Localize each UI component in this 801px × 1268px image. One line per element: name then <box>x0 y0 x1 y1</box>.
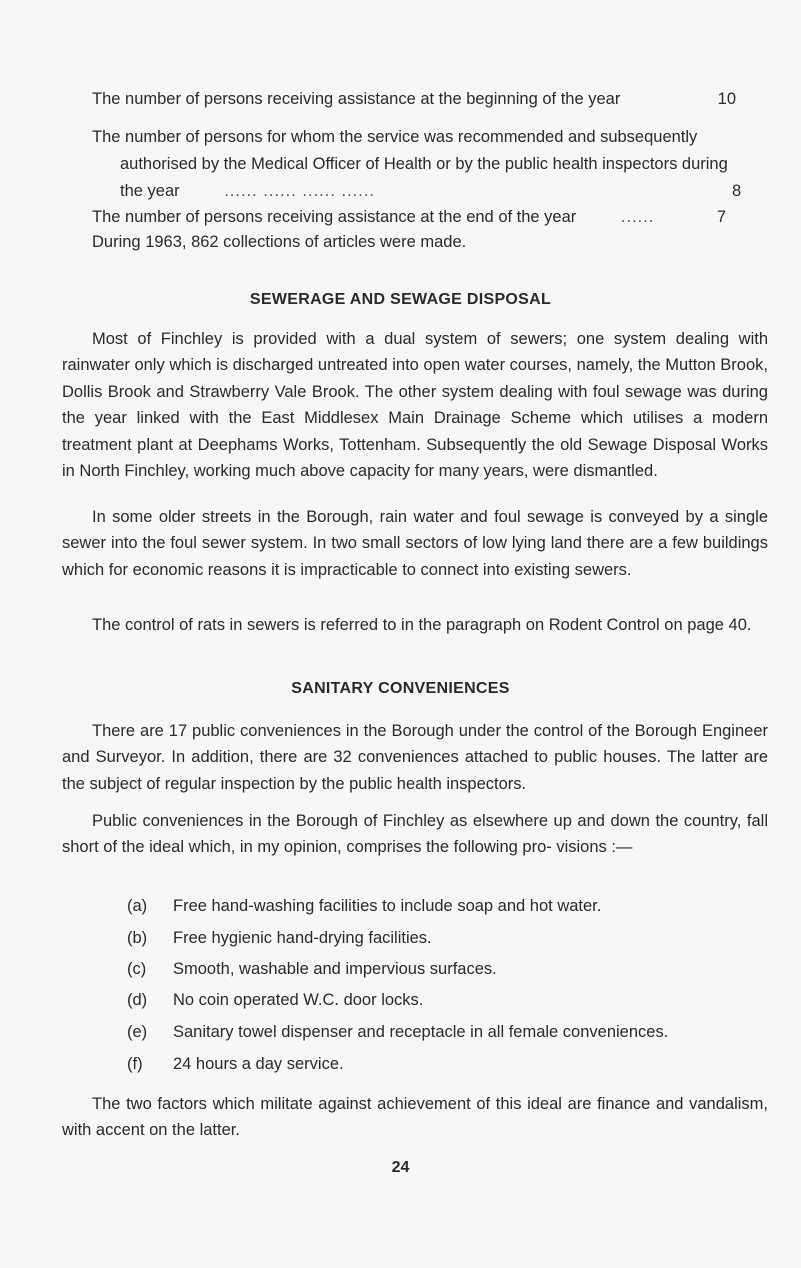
stat-label: The number of persons receiving assistance at the beginning of the year <box>92 90 621 108</box>
list-marker: (e) <box>127 1023 148 1041</box>
stat-label: The number of persons receiving assistance at the end of the year <box>92 208 577 226</box>
stat-row-recommended: The number of persons for whom the service was recommended and subsequently authorised by the Medical Officer of Health or by the public health inspectors during the year ...... ...... ...... ...... 8 <box>92 128 742 200</box>
section-heading-sanitary: SANITARY CONVENIENCES <box>291 680 510 697</box>
list-item <box>127 987 423 1013</box>
list-item <box>127 1051 344 1077</box>
paragraph-sanitary-3: The two factors which militate against achievement of this ideal are finance and vandalism, with accent on the latter. <box>62 1095 768 1140</box>
stat-row-beginning <box>92 86 742 113</box>
paragraph-sewerage-3: The control of rats in sewers is referred to in the paragraph on Rodent Control on page 40. <box>92 616 752 634</box>
list-item <box>127 925 432 951</box>
list-item <box>127 956 497 982</box>
stat-label: The number of persons for whom the service was recommended and subsequently authorised by the Medical Officer of Health or by the public health inspectors during the year <box>92 128 728 200</box>
paragraph-sanitary-1: There are 17 public conveniences in the Borough under the control of the Borough Engineer and Surveyor. In addition, there are 32 conveniences attached to public houses. The latter are the subject of regular inspection by the public health inspectors. <box>62 722 768 793</box>
page-number: 24 <box>391 1159 410 1176</box>
section-heading-sewerage: SEWERAGE AND SEWAGE DISPOSAL <box>249 291 552 308</box>
list-text: Free hand-washing facilities to include soap and hot water. <box>173 897 602 915</box>
stat-value: 7 <box>716 208 726 226</box>
leader-dots: ...... <box>620 208 655 226</box>
list-marker: (d) <box>127 991 148 1009</box>
list-item <box>127 893 601 919</box>
list-item <box>127 1019 668 1045</box>
list-text: Smooth, washable and impervious surfaces. <box>173 960 497 978</box>
paragraph-sanitary-2: Public conveniences in the Borough of Finchley as elsewhere up and down the country, fall short of the ideal which, in my opinion, comprises the following pro- visions :— <box>62 812 768 857</box>
leader-dots: ...... ...... ...... ...... <box>224 182 375 200</box>
list-text: Sanitary towel dispenser and receptacle in all female conveniences. <box>173 1023 669 1041</box>
list-marker: (b) <box>127 929 148 947</box>
list-text: No coin operated W.C. door locks. <box>173 991 424 1009</box>
paragraph-sewerage-2: In some older streets in the Borough, rain water and foul sewage is conveyed by a single sewer into the foul sewer system. In two small sectors of low lying land there are a few buildings which for economic reasons it is impracticable to connect into existing sewers. <box>62 508 768 579</box>
collections-statement <box>92 229 742 256</box>
collections-text: During 1963, 862 collections of articles were made. <box>92 233 467 251</box>
stat-value: 10 <box>717 90 736 108</box>
stat-row-end <box>92 204 742 231</box>
list-marker: (f) <box>127 1055 143 1073</box>
list-marker: (c) <box>127 960 147 978</box>
list-text: Free hygienic hand-drying facilities. <box>173 929 432 947</box>
paragraph-sewerage-1: Most of Finchley is provided with a dual system of sewers; one system dealing with rainwater only which is discharged untreated into open water courses, namely, the Mutton Brook, Dollis Brook and Strawberry Vale Brook. The other system dealing with foul sewage was during the year linked with the East Middlesex Main Drainage Scheme which utilises a modern treatment plant at Deephams Works, Tottenham. Subsequently the old Sewage Disposal Works in North Finchley, working much above capacity for many years, were dismantled. <box>62 330 768 481</box>
list-marker: (a) <box>127 897 148 915</box>
list-text: 24 hours a day service. <box>173 1055 344 1073</box>
